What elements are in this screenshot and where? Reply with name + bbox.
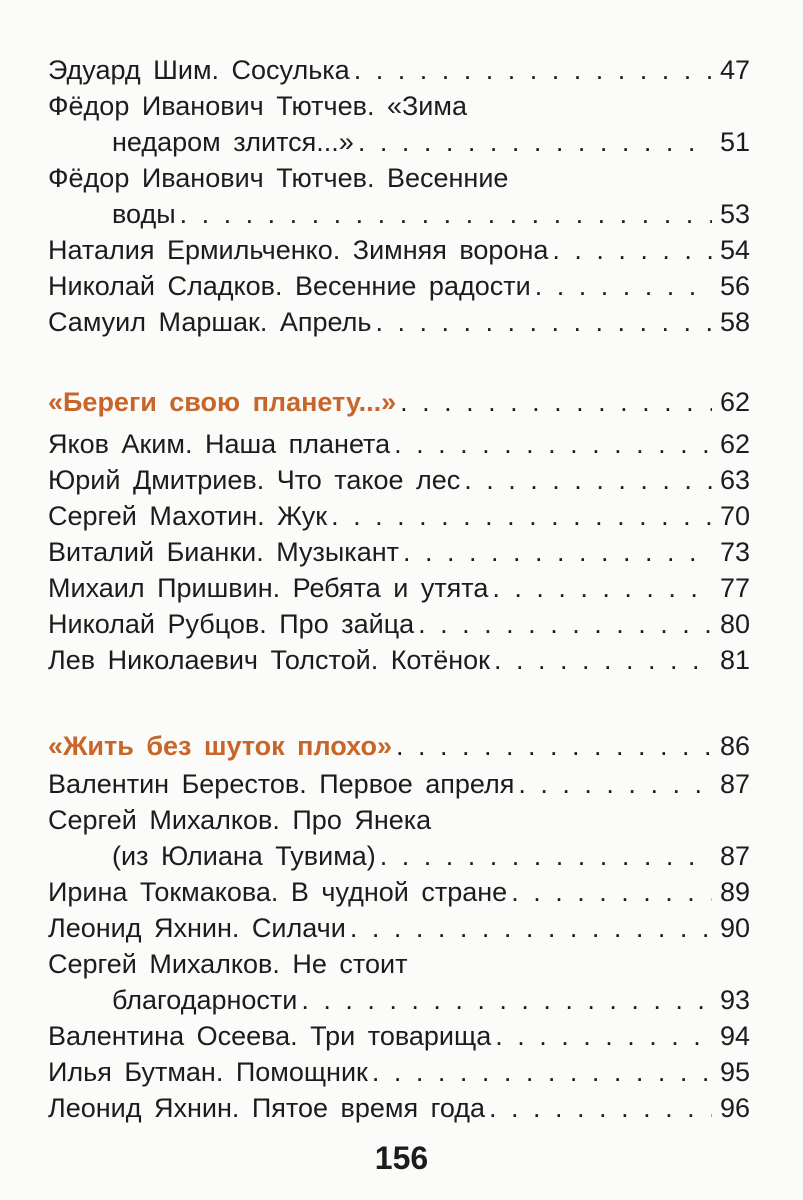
- dot-leader: [400, 384, 712, 420]
- entry-page: 73: [719, 537, 750, 567]
- page-number: 156: [374, 1140, 429, 1176]
- dot-leader: [180, 196, 712, 232]
- toc-entry: [48, 570, 750, 606]
- entry-title-first-line: Сергей Михалков. Про Янека: [48, 805, 432, 835]
- entry-title: Николай Рубцов. Про зайца: [48, 609, 415, 639]
- entry-title: Михаил Пришвин. Ребята и утята: [48, 573, 489, 603]
- spacer: [48, 678, 750, 728]
- toc-entry: [48, 196, 750, 232]
- entry-page: 80: [719, 609, 750, 639]
- entry-page: 51: [719, 127, 750, 157]
- section-page: 62: [719, 387, 750, 417]
- toc-entry: [48, 1090, 750, 1126]
- toc-section-heading: [48, 384, 750, 420]
- entry-title-first-line: Фёдор Иванович Тютчев. «Зима: [48, 91, 467, 121]
- entry-page: 89: [719, 877, 750, 907]
- entry-title-first-line: Фёдор Иванович Тютчев. Весенние: [48, 163, 509, 193]
- entry-page: 81: [719, 645, 750, 675]
- toc-entry: [48, 642, 750, 678]
- entry-title: Самуил Маршак. Апрель: [48, 307, 372, 337]
- dot-leader: [301, 982, 712, 1018]
- toc-entry: [48, 1018, 750, 1054]
- entry-title: Леонид Яхнин. Силачи: [48, 913, 346, 943]
- entry-title: Лев Николаевич Толстой. Котёнок: [48, 645, 490, 675]
- dot-leader: [372, 1054, 712, 1090]
- toc-entry: [48, 498, 750, 534]
- toc-entry: [48, 268, 750, 304]
- toc-entry: [48, 1054, 750, 1090]
- dot-leader: [403, 534, 712, 570]
- entry-page: 54: [719, 235, 750, 265]
- dot-leader: [354, 52, 712, 88]
- entry-page: 63: [719, 465, 750, 495]
- dot-leader: [350, 910, 712, 946]
- entry-title: Николай Сладков. Весенние радости: [48, 271, 531, 301]
- toc-entry: [48, 766, 750, 802]
- entry-title: Ирина Токмакова. В чудной стране: [48, 877, 508, 907]
- entry-title: благодарности: [112, 985, 298, 1015]
- entry-title: Виталий Бианки. Музыкант: [48, 537, 399, 567]
- spacer: [48, 340, 750, 384]
- entry-title: Валентина Осеева. Три товарища: [48, 1021, 492, 1051]
- toc-entry: [48, 232, 750, 268]
- dot-leader: [464, 462, 712, 498]
- dot-leader: [396, 728, 712, 764]
- dot-leader: [358, 124, 712, 160]
- entry-page: 87: [719, 769, 750, 799]
- section-page: 86: [719, 731, 750, 761]
- entry-page: 95: [719, 1057, 750, 1087]
- entry-title: Валентин Берестов. Первое апреля: [48, 769, 515, 799]
- entry-page: 96: [719, 1093, 750, 1123]
- entry-title: недаром злится...»: [112, 127, 354, 157]
- toc-entry: [48, 910, 750, 946]
- dot-leader: [331, 498, 712, 534]
- entry-title: Наталия Ермильченко. Зимняя ворона: [48, 235, 549, 265]
- dot-leader: [489, 1090, 712, 1126]
- toc-entry: [48, 838, 750, 874]
- entry-page: 53: [719, 199, 750, 229]
- table-of-contents: [48, 52, 750, 1126]
- toc-section-heading: [48, 728, 750, 764]
- entry-page: 77: [719, 573, 750, 603]
- entry-title: Леонид Яхнин. Пятое время года: [48, 1093, 486, 1123]
- dot-leader: [511, 874, 712, 910]
- toc-entry: [48, 982, 750, 1018]
- dot-leader: [552, 232, 712, 268]
- dot-leader: [494, 642, 712, 678]
- entry-title: Илья Бутман. Помощник: [48, 1057, 368, 1087]
- entry-page: 62: [719, 429, 750, 459]
- toc-entry: [48, 534, 750, 570]
- entry-title: (из Юлиана Тувима): [112, 841, 376, 871]
- toc-entry: [48, 426, 750, 462]
- entry-title: Сергей Махотин. Жук: [48, 501, 328, 531]
- section-title: «Береги свою планету...»: [48, 387, 397, 417]
- toc-entry: [48, 462, 750, 498]
- toc-entry: [48, 606, 750, 642]
- dot-leader: [535, 268, 712, 304]
- toc-entry: [48, 874, 750, 910]
- toc-entry: [48, 124, 750, 160]
- entry-title: Эдуард Шим. Сосулька: [48, 55, 350, 85]
- dot-leader: [394, 426, 712, 462]
- entry-page: 56: [719, 271, 750, 301]
- entry-title: воды: [112, 199, 176, 229]
- entry-page: 93: [719, 985, 750, 1015]
- dot-leader: [495, 1018, 712, 1054]
- entry-page: 90: [719, 913, 750, 943]
- dot-leader: [375, 304, 712, 340]
- entry-title: Яков Аким. Наша планета: [48, 429, 391, 459]
- dot-leader: [380, 838, 712, 874]
- dot-leader: [518, 766, 712, 802]
- entry-page: 70: [719, 501, 750, 531]
- section-title: «Жить без шуток плохо»: [48, 731, 392, 761]
- entry-page: 94: [719, 1021, 750, 1051]
- entry-page: 47: [719, 55, 750, 85]
- toc-entry: [48, 304, 750, 340]
- entry-page: 87: [719, 841, 750, 871]
- entry-page: 58: [719, 307, 750, 337]
- toc-entry: [48, 52, 750, 88]
- entry-title: Юрий Дмитриев. Что такое лес: [48, 465, 461, 495]
- dot-leader: [418, 606, 712, 642]
- entry-title-first-line: Сергей Михалков. Не стоит: [48, 949, 408, 979]
- dot-leader: [492, 570, 712, 606]
